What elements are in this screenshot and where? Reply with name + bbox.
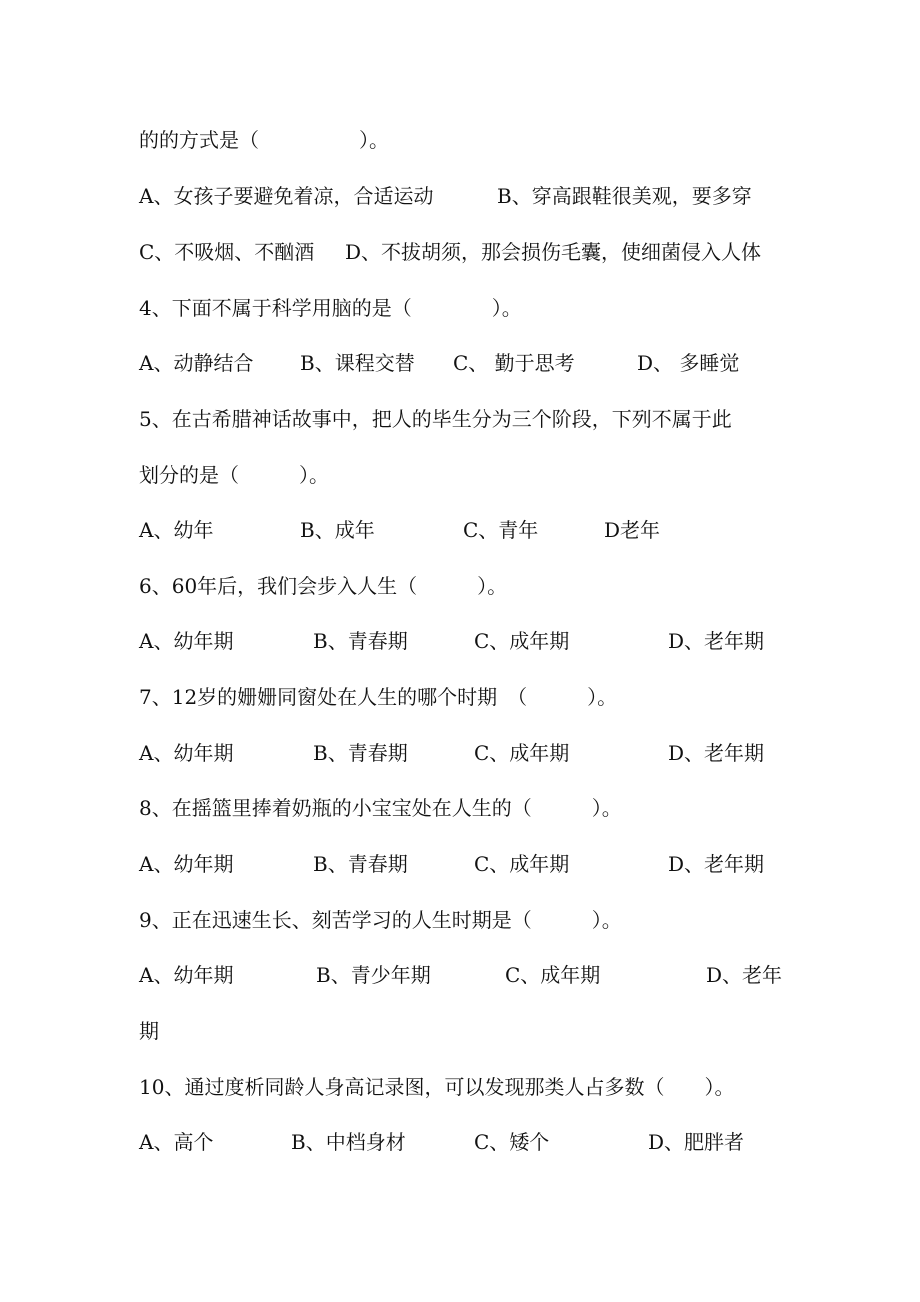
q5-stem-line-2: 划分的是（ ）。 [139,463,329,487]
q10-option-c: C、矮个 [474,1130,550,1154]
q5-option-b: B、成年 [300,518,375,542]
q4-option-c: C、 勤于思考 [453,351,575,375]
q5-option-a: A、幼年 [139,518,214,542]
q10-option-d: D、肥胖者 [648,1130,745,1154]
q6-option-a: A、幼年期 [139,629,234,653]
q8-stem-line: 8、在摇篮里捧着奶瓶的小宝宝处在人生的（ ）。 [139,796,622,820]
q9-option-d-wrap: 期 [139,1019,159,1043]
q7-stem-line: 7、12岁的姗姗同窗处在人生的哪个时期 （ ）。 [139,685,618,709]
q5-option-c: C、青年 [463,518,539,542]
q7-option-b: B、青春期 [313,741,408,765]
q5-option-d: D老年 [604,518,661,542]
q7-option-d: D、老年期 [668,741,765,765]
q3-option-d: D、不拔胡须，那会损伤毛囊，使细菌侵入人体 [345,240,762,264]
q4-option-a: A、动静结合 [139,351,254,375]
q8-option-b: B、青春期 [313,852,408,876]
q6-option-b: B、青春期 [313,629,408,653]
q8-option-d: D、老年期 [668,852,765,876]
q4-option-b: B、课程交替 [300,351,415,375]
q3-option-b: B、穿高跟鞋很美观，要多穿 [497,184,752,208]
q8-option-a: A、幼年期 [139,852,234,876]
q4-option-d: D、 多睡觉 [637,351,740,375]
q9-option-d: D、老年 [706,963,783,987]
q7-option-a: A、幼年期 [139,741,234,765]
q5-stem-line-1: 5、在古希腊神话故事中，把人的毕生分为三个阶段，下列不属于此 [139,407,732,431]
q9-stem-line: 9、正在迅速生长、刻苦学习的人生时期是（ ）。 [139,908,622,932]
q10-option-b: B、中档身材 [291,1130,406,1154]
q7-option-c: C、成年期 [474,741,570,765]
q8-option-c: C、成年期 [474,852,570,876]
q4-stem-line: 4、下面不属于科学用脑的是（ ）。 [139,296,522,320]
q6-option-c: C、成年期 [474,629,570,653]
q3-option-a: A、女孩子要避免着凉，合适运动 [139,184,434,208]
q9-option-a: A、幼年期 [139,963,234,987]
q3-stem-line: 的的方式是（ ）。 [139,128,389,152]
q3-option-c: C、不吸烟、不酗酒 [139,240,315,264]
q6-option-d: D、老年期 [668,629,765,653]
q10-option-a: A、高个 [139,1130,214,1154]
q9-option-b: B、青少年期 [316,963,431,987]
q6-stem-line: 6、60年后，我们会步入人生（ ）。 [139,574,508,598]
q10-stem-line: 10、通过度析同龄人身高记录图，可以发现那类人占多数（ ）。 [139,1075,735,1099]
q9-option-c: C、成年期 [505,963,601,987]
